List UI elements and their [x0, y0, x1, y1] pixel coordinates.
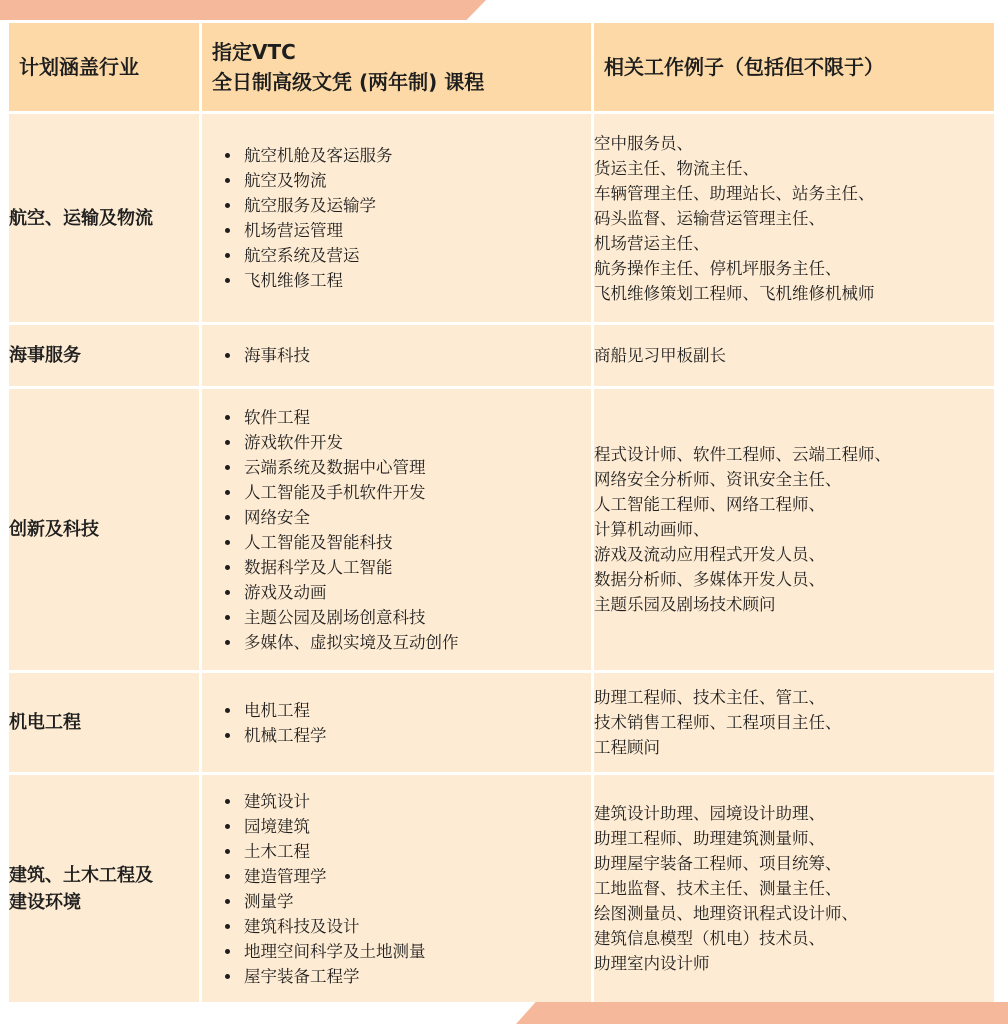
- job-line: 人工智能工程师、网络工程师、: [594, 495, 825, 514]
- table-row: [8, 324, 996, 388]
- job-line: 飞机维修策划工程师、飞机维修机械师: [594, 283, 875, 303]
- list-item: • 游戏及动画: [242, 580, 591, 605]
- jobs-cell: [593, 324, 996, 388]
- courses-cell: [201, 324, 593, 388]
- list-item: • 软件工程: [242, 405, 591, 430]
- header-course: [201, 22, 593, 113]
- job-line: 助理工程师、助理建筑测量师、: [594, 829, 825, 848]
- top-decorative-stripe: [0, 0, 486, 20]
- jobs-cell: [593, 113, 996, 324]
- courses-cell: [201, 774, 593, 1004]
- list-item: • 屋宇装备工程学: [242, 964, 591, 989]
- job-line: 机场营运主任、: [594, 233, 710, 253]
- jobs-cell: [593, 774, 996, 1004]
- course-list: [202, 143, 591, 293]
- job-line: 主题乐园及剧场技术顾问: [594, 595, 776, 614]
- list-item: • 园境建筑: [242, 814, 591, 839]
- list-item: • 电机工程: [242, 698, 591, 723]
- list-item: • 网络安全: [242, 505, 591, 530]
- list-item: • 机场营运管理: [242, 218, 591, 243]
- table-row: [8, 774, 996, 1004]
- list-item: • 数据科学及人工智能: [242, 555, 591, 580]
- job-line: 建筑信息模型（机电）技术员、: [594, 929, 825, 948]
- industry-line: 建筑、土木工程及: [9, 864, 153, 886]
- job-line: 建筑设计助理、园境设计助理、: [594, 804, 825, 823]
- industry-cell: 海事服务: [8, 324, 201, 388]
- list-item: • 游戏软件开发: [242, 430, 591, 455]
- table-row: [8, 672, 996, 774]
- header-row: [8, 22, 996, 113]
- list-item: • 土木工程: [242, 839, 591, 864]
- job-line: 工地监督、技术主任、测量主任、: [594, 879, 842, 898]
- job-line: 游戏及流动应用程式开发人员、: [594, 545, 825, 564]
- list-item: • 云端系统及数据中心管理: [242, 455, 591, 480]
- list-item: • 主题公园及剧场创意科技: [242, 605, 591, 630]
- job-line: 网络安全分析师、资讯安全主任、: [594, 470, 842, 489]
- course-list: [202, 789, 591, 989]
- job-line: 工程顾问: [594, 738, 660, 757]
- table-row: [8, 388, 996, 672]
- industry-line: 建设环境: [9, 891, 81, 913]
- list-item: • 人工智能及智能科技: [242, 530, 591, 555]
- list-item: • 航空系统及营运: [242, 243, 591, 268]
- job-line: 助理屋宇装备工程师、项目统筹、: [594, 854, 842, 873]
- list-item: • 人工智能及手机软件开发: [242, 480, 591, 505]
- header-course-line1: 指定VTC: [212, 40, 296, 64]
- jobs-cell: [593, 672, 996, 774]
- course-list: [202, 405, 591, 655]
- industry-cell: [8, 774, 201, 1004]
- list-item: • 多媒体、虚拟实境及互动创作: [242, 630, 591, 655]
- courses-cell: [201, 113, 593, 324]
- list-item: • 机械工程学: [242, 723, 591, 748]
- job-line: 助理室内设计师: [594, 954, 710, 973]
- industry-cell: 航空、运输及物流: [8, 113, 201, 324]
- list-item: • 飞机维修工程: [242, 268, 591, 293]
- job-line: 货运主任、物流主任、: [594, 158, 759, 178]
- job-line: 助理工程师、技术主任、管工、: [594, 688, 825, 707]
- bottom-decorative-stripe: [516, 1002, 1008, 1024]
- list-item: • 航空机舱及客运服务: [242, 143, 591, 168]
- courses-cell: [201, 388, 593, 672]
- header-course-line2: 全日制高级文凭 (两年制) 课程: [212, 70, 485, 94]
- header-jobs: 相关工作例子（包括但不限于）: [593, 22, 996, 113]
- industry-cell: 机电工程: [8, 672, 201, 774]
- header-industry: 计划涵盖行业: [8, 22, 201, 113]
- list-item: • 建筑设计: [242, 789, 591, 814]
- job-line: 码头监督、运输营运管理主任、: [594, 208, 825, 228]
- job-line: 程式设计师、软件工程师、云端工程师、: [594, 445, 891, 464]
- list-item: • 海事科技: [242, 343, 591, 368]
- jobs-cell: [593, 388, 996, 672]
- job-line: 技术销售工程师、工程项目主任、: [594, 713, 842, 732]
- list-item: • 测量学: [242, 889, 591, 914]
- job-line: 商船见习甲板副长: [594, 346, 726, 365]
- list-item: • 航空服务及运输学: [242, 193, 591, 218]
- job-line: 数据分析师、多媒体开发人员、: [594, 570, 825, 589]
- list-item: • 地理空间科学及土地测量: [242, 939, 591, 964]
- course-list: [202, 343, 591, 368]
- job-line: 空中服务员、: [594, 133, 693, 153]
- list-item: • 航空及物流: [242, 168, 591, 193]
- industry-cell: 创新及科技: [8, 388, 201, 672]
- course-list: [202, 698, 591, 748]
- program-table: [6, 20, 997, 1005]
- table-row: [8, 113, 996, 324]
- job-line: 计算机动画师、: [594, 520, 710, 539]
- list-item: • 建筑科技及设计: [242, 914, 591, 939]
- job-line: 绘图测量员、地理资讯程式设计师、: [594, 904, 858, 923]
- job-line: 车辆管理主任、助理站长、站务主任、: [594, 183, 875, 203]
- job-line: 航务操作主任、停机坪服务主任、: [594, 258, 842, 278]
- list-item: • 建造管理学: [242, 864, 591, 889]
- courses-cell: [201, 672, 593, 774]
